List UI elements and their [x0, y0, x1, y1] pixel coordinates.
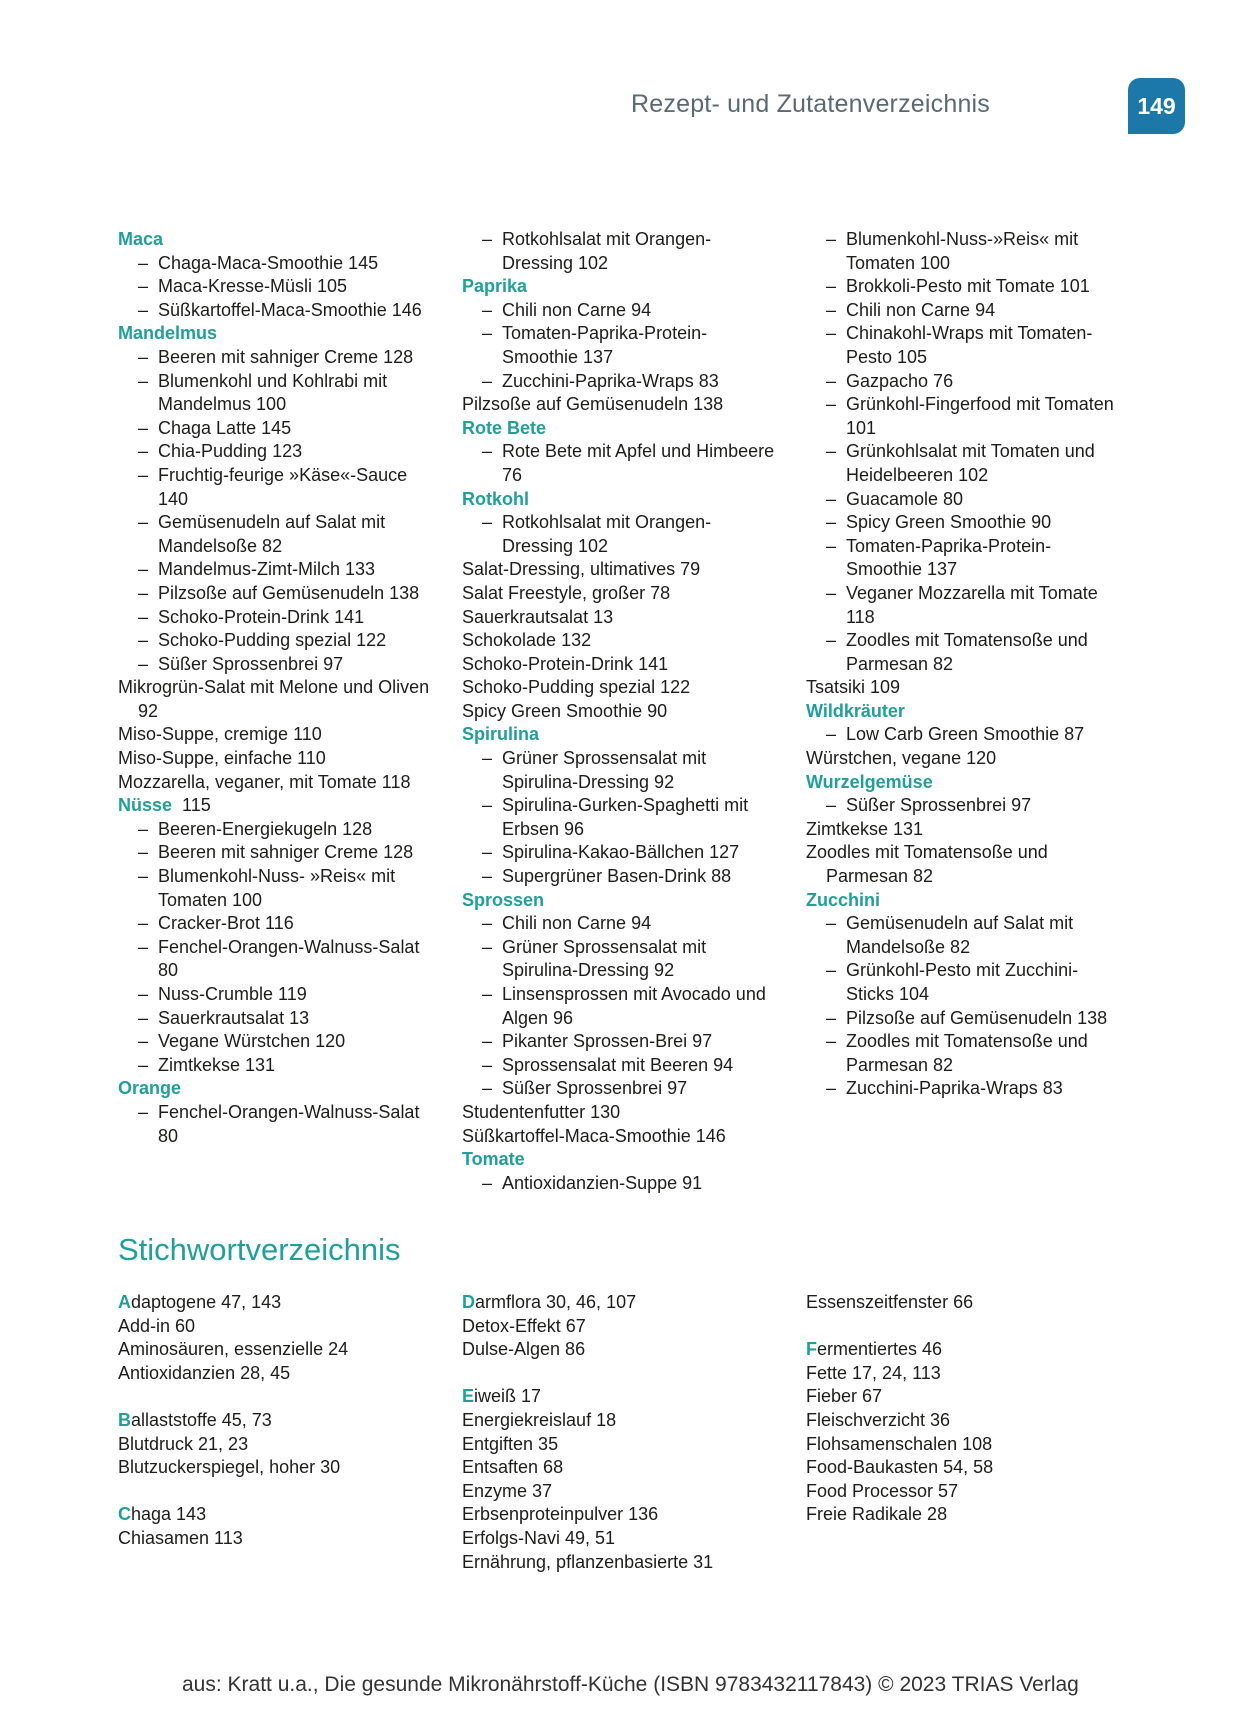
- index-spacer: [462, 1362, 782, 1386]
- index-subentry: – Zoodles mit Tomatensoße und Parmesan 82: [806, 629, 1126, 676]
- index-entry: Detox-Effekt 67: [462, 1315, 586, 1336]
- index-subentry: – Guacamole 80: [806, 488, 1126, 512]
- index-entry: Schokolade 132: [462, 630, 592, 651]
- index-subentry: – Mandelmus-Zimt-Milch 133: [118, 558, 438, 582]
- index-subentry: – Supergrüner Basen-Drink 88: [462, 865, 782, 889]
- index-entry: Add-in 60: [118, 1315, 196, 1336]
- index-subentry: – Gemüsenudeln auf Salat mit Mandelsoße 82: [118, 511, 438, 558]
- index-subentry: – Süßer Sprossenbrei 97: [806, 794, 1126, 818]
- index-entry: Entsaften 68: [462, 1457, 564, 1478]
- keyword-entry: [462, 1291, 782, 1315]
- index-entry: Mikrogrün-Salat mit Melone und Oliven 92: [118, 677, 430, 721]
- index-subentry: – Chili non Carne 94: [462, 299, 782, 323]
- index-heading: [462, 417, 782, 441]
- index-heading-label: Sprossen: [462, 889, 545, 910]
- index-subentry: – Antioxidanzien-Suppe 91: [462, 1172, 782, 1196]
- index-entry: Fette 17, 24, 113: [806, 1362, 941, 1383]
- index-subentry: – Chia-Pudding 123: [118, 440, 438, 464]
- index-entry: Studentenfutter 130: [462, 1101, 621, 1122]
- index-subentry: – Gemüsenudeln auf Salat mit Mandelsoße 82: [806, 912, 1126, 959]
- index-entry: Freie Radikale 28: [806, 1504, 948, 1525]
- index-subentry: – Grüner Sprossensalat mit Spirulina-Dressing 92: [462, 936, 782, 983]
- index-subentry: – Chili non Carne 94: [462, 912, 782, 936]
- index-subentry: – Chili non Carne 94: [806, 299, 1126, 323]
- index-subentry: – Rote Bete mit Apfel und Himbeere 76: [462, 440, 782, 487]
- keyword-entry: [806, 1338, 1126, 1362]
- index-subentry: – Grünkohlsalat mit Tomaten und Heidelbeeren 102: [806, 440, 1126, 487]
- keyword-entry: [118, 1503, 438, 1527]
- index-entry: Food-Baukasten 54, 58: [806, 1457, 994, 1478]
- index-entry: Miso-Suppe, cremige 110: [118, 724, 322, 745]
- keyword-initial: C: [118, 1504, 131, 1525]
- index-heading: [806, 700, 1126, 724]
- index-heading: [462, 488, 782, 512]
- index-subentry: – Vegane Würstchen 120: [118, 1030, 438, 1054]
- keyword-text: daptogene 47, 143: [131, 1292, 282, 1312]
- recipe-index-column-2: [462, 228, 782, 1195]
- index-entry: Dulse-Algen 86: [462, 1339, 586, 1360]
- index-subentry: – Schoko-Protein-Drink 141: [118, 606, 438, 630]
- index-heading: [462, 275, 782, 299]
- keyword-initial: A: [118, 1292, 131, 1312]
- index-subentry: – Linsensprossen mit Avocado und Algen 96: [462, 983, 782, 1030]
- index-heading: [462, 723, 782, 747]
- index-heading-label: Wildkräuter: [806, 700, 905, 721]
- index-entry: Ernährung, pflanzenbasierte 31: [462, 1551, 714, 1572]
- index-subentry: – Beeren mit sahniger Creme 128: [118, 346, 438, 370]
- index-entry: Spicy Green Smoothie 90: [462, 700, 668, 721]
- index-heading: [462, 1148, 782, 1172]
- index-entry: Food Processor 57: [806, 1480, 959, 1501]
- index-subentry: – Spirulina-Kakao-Bällchen 127: [462, 841, 782, 865]
- index-heading-label: Spirulina: [462, 724, 540, 745]
- keyword-index-column-2: [462, 1291, 782, 1574]
- index-subentry: – Zucchini-Paprika-Wraps 83: [806, 1077, 1126, 1101]
- index-subentry: – Chaga-Maca-Smoothie 145: [118, 252, 438, 276]
- index-subentry: – Süßer Sprossenbrei 97: [462, 1077, 782, 1101]
- index-heading: [462, 889, 782, 913]
- index-entry: Energiekreislauf 18: [462, 1409, 617, 1430]
- index-subentry: – Pilzsoße auf Gemüsenudeln 138: [118, 582, 438, 606]
- index-entry: Tsatsiki 109: [806, 677, 901, 698]
- index-entry: Schoko-Pudding spezial 122: [462, 677, 691, 698]
- keyword-text: iweiß 17: [474, 1386, 542, 1407]
- index-heading: [118, 1077, 438, 1101]
- index-entry: Mozzarella, veganer, mit Tomate 118: [118, 771, 411, 792]
- index-entry: Salat-Dressing, ultimatives 79: [462, 559, 701, 580]
- index-spacer: [806, 1315, 1126, 1339]
- index-heading-label: Orange: [118, 1078, 182, 1099]
- index-subentry: – Blumenkohl-Nuss-»Reis« mit Tomaten 100: [806, 228, 1126, 275]
- keyword-index-column-3: [806, 1291, 1126, 1527]
- keyword-index-title: Stichwortverzeichnis: [118, 1232, 401, 1267]
- index-subentry: – Pilzsoße auf Gemüsenudeln 138: [806, 1007, 1126, 1031]
- index-subentry: – Zimtkekse 131: [118, 1054, 438, 1078]
- index-entry: Essenszeitfenster 66: [806, 1292, 974, 1312]
- keyword-text: haga 143: [131, 1504, 207, 1525]
- index-entry: Blutzuckerspiegel, hoher 30: [118, 1457, 341, 1478]
- index-subentry: – Tomaten-Paprika-Protein-Smoothie 137: [462, 322, 782, 369]
- running-header-title: Rezept- und Zutatenverzeichnis: [631, 90, 990, 118]
- index-subentry: – Maca-Kresse-Müsli 105: [118, 275, 438, 299]
- index-subentry: – Beeren-Energiekugeln 128: [118, 818, 438, 842]
- index-heading-label: Zucchini: [806, 889, 881, 910]
- index-entry: Schoko-Protein-Drink 141: [462, 653, 669, 674]
- index-entry: Flohsamenschalen 108: [806, 1433, 993, 1454]
- index-entry: Aminosäuren, essenzielle 24: [118, 1339, 349, 1360]
- index-subentry: – Cracker-Brot 116: [118, 912, 438, 936]
- copyright-footer: aus: Kratt u.a., Die gesunde Mikronährstoff-Küche (ISBN 9783432117843) © 2023 TRIAS Verlag: [182, 1673, 1079, 1696]
- keyword-text: allaststoffe 45, 73: [131, 1409, 272, 1430]
- index-heading-label: Nüsse: [118, 795, 173, 816]
- keyword-entry: [462, 1385, 782, 1409]
- index-heading-label: Tomate: [462, 1149, 525, 1170]
- index-subentry: – Rotkohlsalat mit Orangen-Dressing 102: [462, 228, 782, 275]
- keyword-initial: D: [462, 1292, 475, 1312]
- index-heading-label: Rote Bete: [462, 417, 547, 438]
- index-heading: [118, 794, 438, 818]
- index-entry: Zimtkekse 131: [806, 818, 924, 839]
- index-entry: Pilzsoße auf Gemüsenudeln 138: [462, 394, 724, 415]
- index-heading: [806, 771, 1126, 795]
- index-subentry: – Chaga Latte 145: [118, 417, 438, 441]
- index-heading: [806, 889, 1126, 913]
- index-heading-label: Paprika: [462, 276, 528, 297]
- index-subentry: – Chinakohl-Wraps mit Tomaten-Pesto 105: [806, 322, 1126, 369]
- index-subentry: – Veganer Mozzarella mit Tomate 118: [806, 582, 1126, 629]
- index-entry: Enzyme 37: [462, 1480, 553, 1501]
- index-subentry: – Zoodles mit Tomatensoße und Parmesan 82: [806, 1030, 1126, 1077]
- index-subentry: – Süßer Sprossenbrei 97: [118, 653, 438, 677]
- index-heading: [118, 322, 438, 346]
- index-entry: Erbsenproteinpulver 136: [462, 1504, 659, 1525]
- index-heading-label: Wurzelgemüse: [806, 771, 933, 792]
- index-entry: Fleischverzicht 36: [806, 1409, 951, 1430]
- keyword-initial: E: [462, 1386, 475, 1407]
- index-subentry: – Schoko-Pudding spezial 122: [118, 629, 438, 653]
- index-heading: [118, 228, 438, 252]
- index-subentry: – Tomaten-Paprika-Protein-Smoothie 137: [806, 535, 1126, 582]
- index-subentry: – Süßkartoffel-Maca-Smoothie 146: [118, 299, 438, 323]
- index-entry: Würstchen, vegane 120: [806, 748, 997, 769]
- index-entry: Sauerkrautsalat 13: [462, 606, 614, 627]
- index-subentry: – Sprossensalat mit Beeren 94: [462, 1054, 782, 1078]
- index-subentry: – Spicy Green Smoothie 90: [806, 511, 1126, 535]
- index-subentry: – Gazpacho 76: [806, 370, 1126, 394]
- index-spacer: [118, 1480, 438, 1504]
- index-entry: Antioxidanzien 28, 45: [118, 1362, 291, 1383]
- keyword-entry: [118, 1409, 438, 1433]
- index-subentry: – Spirulina-Gurken-Spaghetti mit Erbsen 96: [462, 794, 782, 841]
- keyword-initial: F: [806, 1339, 817, 1360]
- index-entry: Süßkartoffel-Maca-Smoothie 146: [462, 1125, 726, 1146]
- index-subentry: – Fenchel-Orangen-Walnuss-Salat 80: [118, 1101, 438, 1148]
- keyword-text: armflora 30, 46, 107: [475, 1292, 637, 1312]
- index-heading-label: Rotkohl: [462, 488, 529, 509]
- keyword-initial: B: [118, 1409, 131, 1430]
- page-number-badge: 149: [1128, 78, 1185, 134]
- index-subentry: – Nuss-Crumble 119: [118, 983, 438, 1007]
- index-spacer: [118, 1385, 438, 1409]
- index-entry: Chiasamen 113: [118, 1527, 243, 1548]
- index-entry: Entgiften 35: [462, 1433, 559, 1454]
- index-subentry: – Fenchel-Orangen-Walnuss-Salat 80: [118, 936, 438, 983]
- index-subentry: – Low Carb Green Smoothie 87: [806, 723, 1126, 747]
- recipe-index-column-3: [806, 228, 1126, 1101]
- index-subentry: – Sauerkrautsalat 13: [118, 1007, 438, 1031]
- index-entry: Blutdruck 21, 23: [118, 1433, 249, 1454]
- index-subentry: – Blumenkohl und Kohlrabi mit Mandelmus 100: [118, 370, 438, 417]
- index-subentry: – Beeren mit sahniger Creme 128: [118, 841, 438, 865]
- index-heading-label: Maca: [118, 229, 164, 249]
- keyword-index-column-1: [118, 1291, 438, 1551]
- index-entry: Salat Freestyle, großer 78: [462, 582, 671, 603]
- index-subentry: – Pikanter Sprossen-Brei 97: [462, 1030, 782, 1054]
- index-entry: Zoodles mit Tomatensoße und Parmesan 82: [806, 842, 1048, 887]
- index-subentry: – Blumenkohl-Nuss- »Reis« mit Tomaten 100: [118, 865, 438, 912]
- index-subentry: – Grüner Sprossensalat mit Spirulina-Dressing 92: [462, 747, 782, 794]
- keyword-text: ermentiertes 46: [817, 1339, 943, 1360]
- index-subentry: – Rotkohlsalat mit Orangen-Dressing 102: [462, 511, 782, 558]
- recipe-index-column-1: [118, 228, 438, 1148]
- index-entry: Fieber 67: [806, 1386, 883, 1407]
- index-subentry: – Fruchtig-feurige »Käse«-Sauce 140: [118, 464, 438, 511]
- keyword-entry: [118, 1291, 438, 1315]
- index-heading-label: Mandelmus: [118, 323, 218, 344]
- index-entry: Erfolgs-Navi 49, 51: [462, 1527, 616, 1548]
- index-subentry: – Grünkohl-Pesto mit Zucchini-Sticks 104: [806, 959, 1126, 1006]
- index-heading-page: 115: [172, 795, 211, 816]
- index-subentry: – Grünkohl-Fingerfood mit Tomaten 101: [806, 393, 1126, 440]
- index-subentry: – Brokkoli-Pesto mit Tomate 101: [806, 275, 1126, 299]
- index-subentry: – Zucchini-Paprika-Wraps 83: [462, 370, 782, 394]
- index-entry: Miso-Suppe, einfache 110: [118, 748, 326, 769]
